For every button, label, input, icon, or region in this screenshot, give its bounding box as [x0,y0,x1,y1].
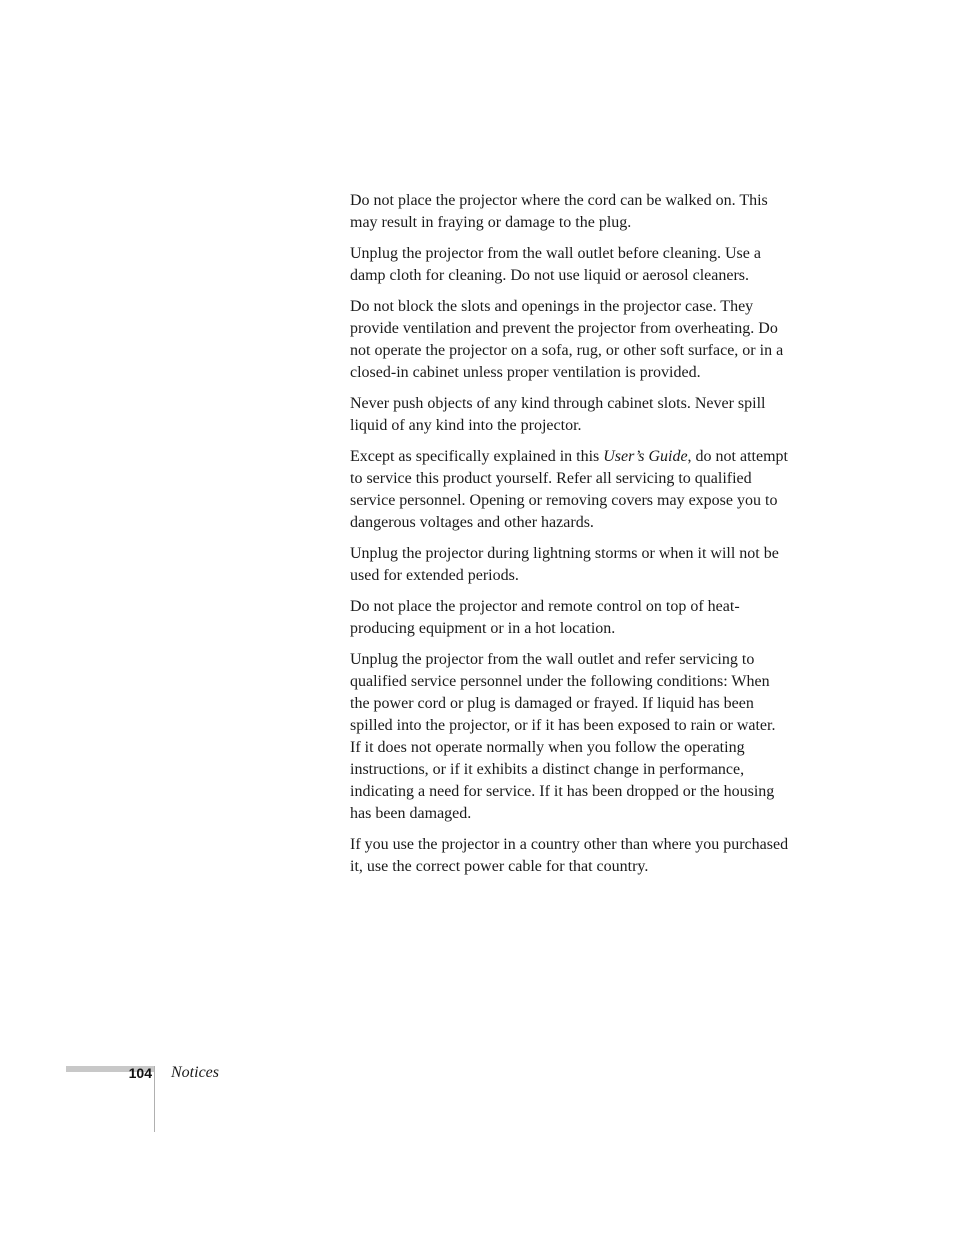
footer-divider [154,1066,155,1132]
paragraph-lightning: Unplug the projector during lightning storms or when it will not be used for extended periods. [350,545,779,584]
paragraph-cleaning: Unplug the projector from the wall outlet before cleaning. Use a damp cloth for cleaning. Do not use liquid or aerosol cleaners. [350,245,761,284]
paragraph-cord-placement: Do not place the projector where the cord can be walked on. This may result in fraying or damage to the plug. [350,192,768,231]
paragraph-ventilation: Do not block the slots and openings in the projector case. They provide ventilation and prevent the projector from overheating. Do not operate the projector on a sofa, rug, or other soft surface, or in a closed-in cabinet unless proper ventilation is provided. [350,298,784,381]
page-number: 104 [128,1065,152,1081]
body-text [350,190,790,887]
users-guide-title: User’s Guide [603,448,688,465]
servicing-text-before: Except as specifically explained in this [350,448,604,465]
paragraph-service-conditions: Unplug the projector from the wall outlet and refer servicing to qualified service personnel under the following conditions: When the power cord or plug is damaged or frayed. If liquid has been spilled into the projector, or if it has been exposed to rain or water. If it does not operate normally when you follow the operating instructions, or if it exhibits a distinct change in performance, indicating a need for service. If it has been dropped or the housing has been damaged. [350,651,776,822]
paragraph-power-cable: If you use the projector in a country other than where you purchased it, use the correct power cable for that country. [350,836,789,875]
paragraph-heat: Do not place the projector and remote control on top of heat-producing equipment or in a hot location. [350,598,740,637]
servicing-text-after: , do not attempt to service this product yourself. Refer all servicing to qualified service personnel. Opening or removing covers may expose you to dangerous voltages and other hazards. [350,448,788,531]
paragraph-objects-liquids: Never push objects of any kind through cabinet slots. Never spill liquid of any kind into the projector. [350,395,766,434]
section-name: Notices [171,1064,219,1081]
paragraph-servicing [350,446,790,534]
